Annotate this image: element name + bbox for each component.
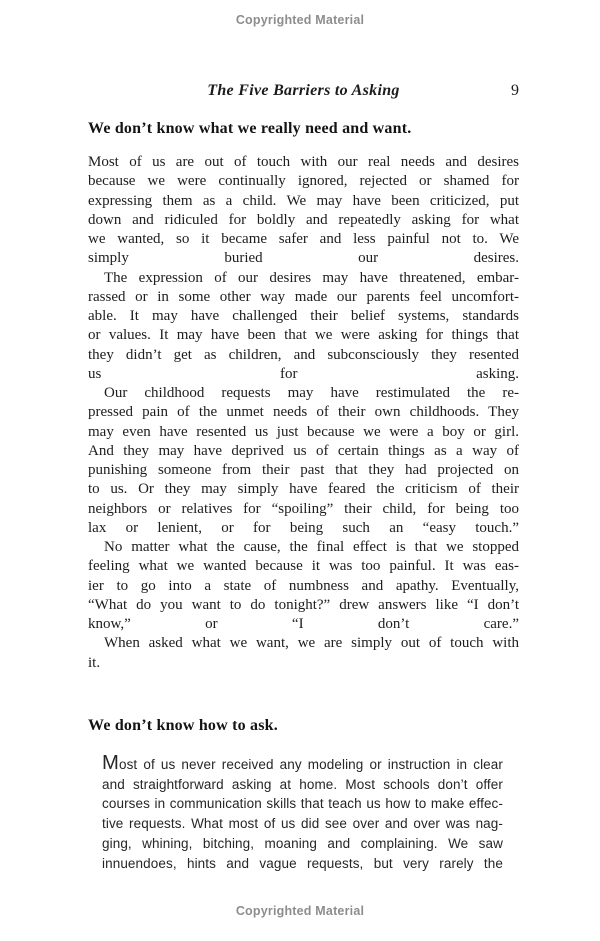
paragraph (102, 751, 503, 874)
text-line: “What do you want to do tonight?” drew answers like “I don’t (88, 596, 519, 613)
text-line: feeling what we wanted because it was too painful. It was eas- (88, 558, 519, 575)
section-we-dont-know-how-to-ask (88, 715, 519, 874)
page-content (88, 118, 519, 874)
page-number: 9 (511, 82, 519, 99)
text-line: rassed or in some other way made our parents feel uncomfort- (88, 288, 519, 305)
text-line: may even have resented us just because we were a boy or girl. (88, 423, 519, 440)
copyright-notice-top: Copyrighted Material (235, 13, 365, 27)
text-line: simply buried our desires. (88, 250, 519, 267)
text-line: pressed pain of the unmet needs of their own childhoods. They (88, 404, 519, 421)
section-heading: We don’t know what we really need and want. (88, 120, 412, 137)
text-line: Most of us are out of touch with our real needs and desires (88, 154, 519, 170)
text-line: Most of us never received any modeling or instruction in clear (102, 751, 503, 774)
text-line: neighbors or relatives for “spoiling” their child, for being too (88, 500, 519, 517)
text-line: it. (88, 654, 101, 671)
text-line: ging, whining, bitching, moaning and complaining. We saw (102, 835, 503, 851)
paragraph (88, 634, 519, 673)
paragraph (88, 384, 519, 538)
text-line: No matter what the cause, the final effect is that we stopped (104, 539, 519, 555)
copyright-notice-bottom: Copyrighted Material (235, 904, 365, 918)
section-we-dont-know-what-we-need (88, 118, 519, 673)
text-line: we wanted, so it became safer and less painful not to. We (88, 231, 519, 247)
text-line: know,” or “I don’t care.” (88, 616, 519, 632)
text-line: innuendoes, hints and vague requests, but very rarely the (102, 855, 503, 871)
text-line: expressing them as a child. We may have been criticized, put (88, 192, 519, 209)
text-line: Our childhood requests may have restimulated the re- (104, 385, 519, 401)
text-line: because we were continually ignored, rejected or shamed for (88, 173, 519, 190)
text-line: and straightforward asking at home. Most schools don’t offer (102, 776, 503, 792)
text-line: courses in communication skills that teach us how to make effec- (102, 796, 503, 812)
text-line: able. It may have challenged their belief systems, standards (88, 308, 519, 324)
paragraph (88, 269, 519, 385)
text-line: punishing someone from their past that they had projected on (88, 462, 519, 478)
text-line: or values. It may have been that we were asking for things that (88, 327, 519, 344)
section-heading: We don’t know how to ask. (88, 716, 278, 734)
text-line: tive requests. What most of us did see over and over was nag- (102, 816, 503, 832)
text-line: down and ridiculed for boldly and repeatedly asking for what (88, 211, 519, 228)
paragraph (88, 153, 519, 269)
text-line: they didn’t get as children, and subconsciously they resented (88, 346, 519, 363)
text-line: And they may have deprived us of certain things as a way of (88, 442, 519, 459)
paragraph (88, 538, 519, 634)
running-header-title: The Five Barriers to Asking (207, 82, 400, 99)
text-line: ier to go into a state of numbness and apathy. Eventually, (88, 577, 519, 594)
running-header (88, 82, 519, 104)
enlarged-initial-capital: M (102, 751, 119, 774)
text-line: The expression of our desires may have threatened, embar- (104, 269, 519, 286)
text-line: lax or lenient, or for being such an “easy touch.” (88, 519, 519, 536)
text-line: us for asking. (88, 365, 519, 382)
text-line: to us. Or they may simply have feared the criticism of their (88, 481, 519, 498)
text-line: When asked what we want, we are simply out of touch with (104, 635, 519, 652)
